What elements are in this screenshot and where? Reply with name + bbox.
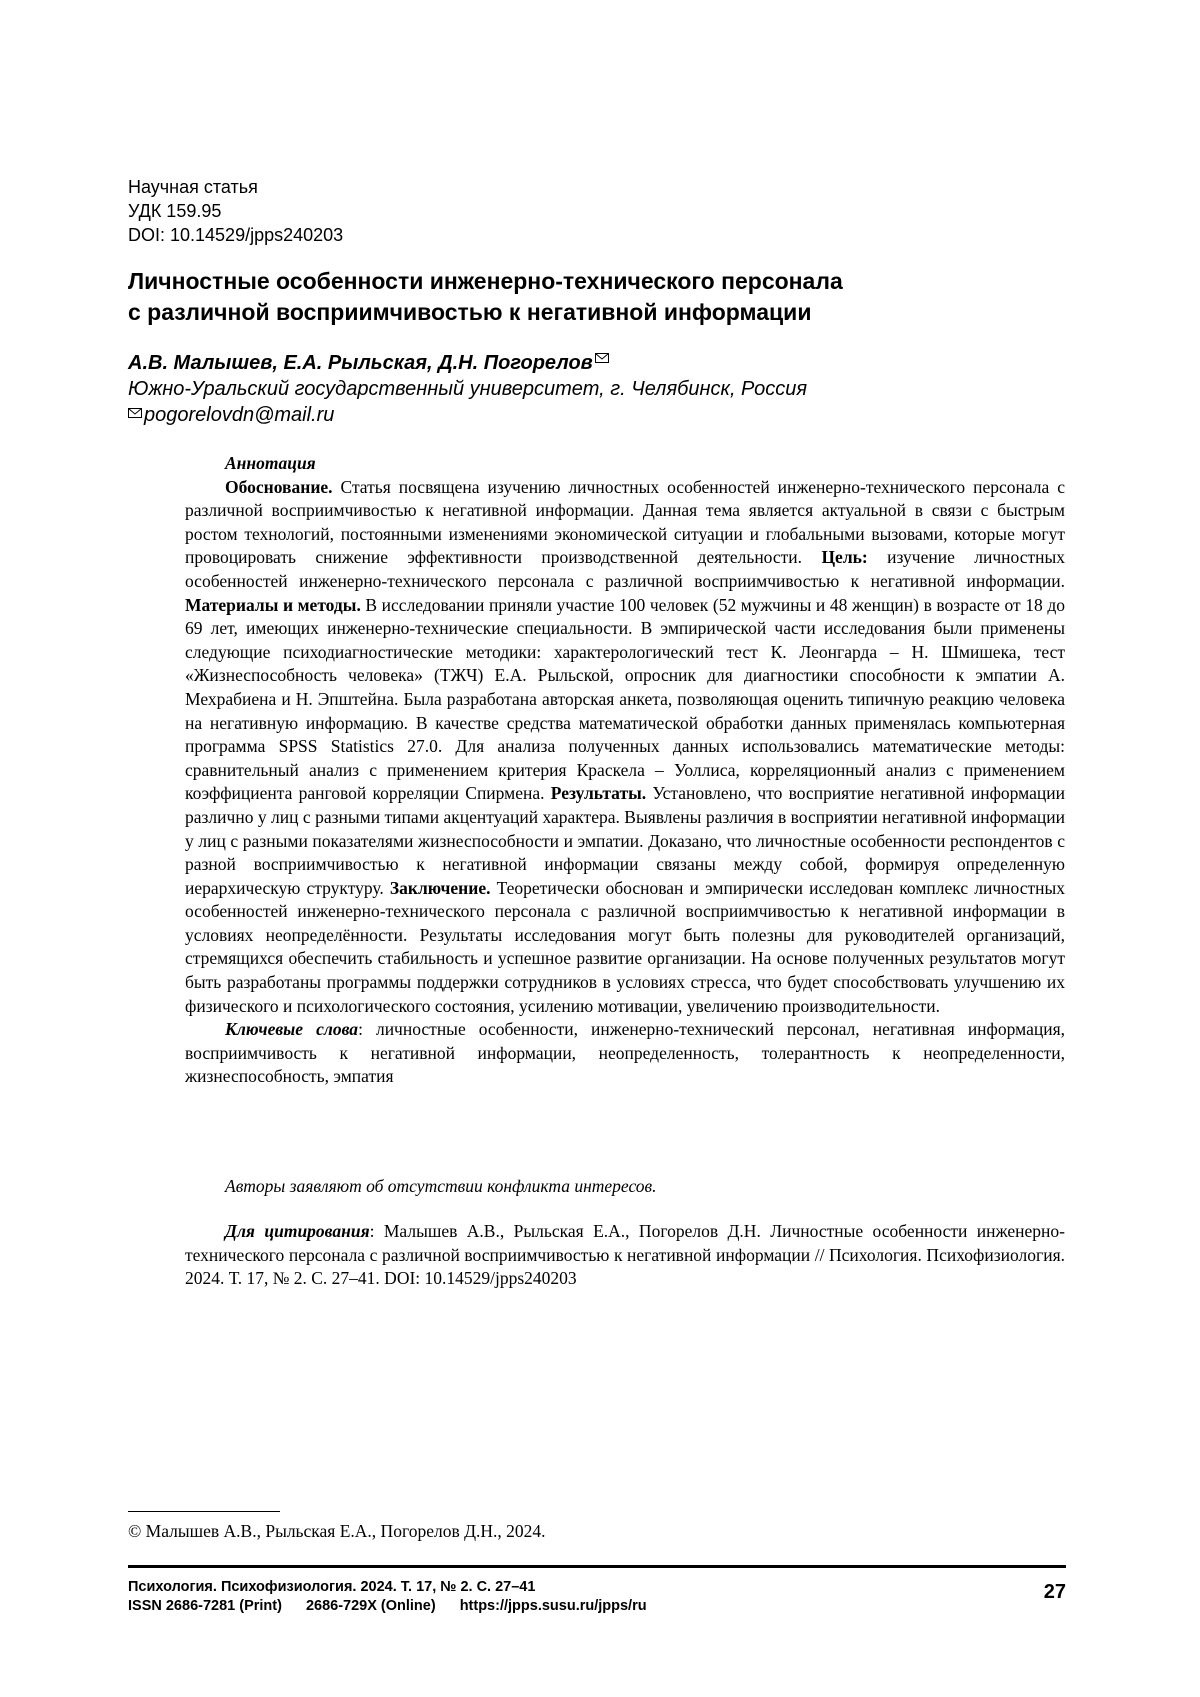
doi: DOI: 10.14529/jpps240203 [128, 225, 344, 245]
background-label: Обоснование. [225, 476, 333, 497]
title-line-1: Личностные особенности инженерно-технического персонала [128, 268, 843, 294]
citation-label: Для цитирования [225, 1221, 370, 1241]
journal-url[interactable]: https://jpps.susu.ru/jpps/ru [459, 1598, 647, 1614]
envelope-icon [595, 353, 609, 363]
aim-text: изучение личностных особенностей инженерно-технического персонала с различной восприимчивостью к негативной информации. [185, 547, 1065, 591]
article-title [128, 266, 1088, 328]
abstract [185, 452, 1065, 1089]
keywords-label: Ключевые слова [225, 1019, 359, 1040]
background-text: Статья посвящена изучению личностных особенностей инженерно-технического персонала с различной восприимчивостью к негативной информации. Данная тема является актуальной в связи с быстрым ростом технологий, постоянными изменениями экономической ситуации и глобальными вызовами, которые могут провоцировать снижение эффективности производственной деятельности. [185, 476, 1065, 568]
methods-label: Материалы и методы. [185, 594, 361, 615]
journal-reference: Психология. Психофизиология. 2024. Т. 17, № 2. С. 27–41 [128, 1579, 536, 1595]
abstract-heading: Аннотация [225, 453, 316, 473]
results-text: Установлено, что восприятие негативной информации различно у лиц с разными типами акцентуаций характера. Выявлены различия в восприятии негативной информации у лиц с разными показателями жизнеспособности и эмпатии. Доказано, что личностные особенности респондентов с разной восприимчивостью к негативной информации связаны между собой, формируя определенную иерархическую структуру. [185, 783, 1065, 898]
envelope-icon [128, 408, 142, 418]
abstract-body [185, 476, 1065, 1019]
issn-print: ISSN 2686-7281 (Print) [128, 1598, 282, 1614]
article-header-meta [128, 175, 343, 247]
author-names: А.В. Малышев, Е.А. Рыльская, Д.Н. Погорелов [128, 352, 593, 374]
page-number: 27 [1043, 1581, 1066, 1603]
conclusion-label: Заключение. [389, 877, 491, 898]
citation-text: : Малышев А.В., Рыльская Е.А., Погорелов Д.Н. Личностные особенности инженерно-технического персонала с различной восприимчивостью к негативной информации // Психология. Психофизиология. 2024. Т. 17, № 2. С. 27–41. DOI: 10.14529/jpps240203 [185, 1221, 1065, 1289]
journal-footer [128, 1578, 671, 1616]
article-type: Научная статья [128, 177, 258, 197]
results-label: Результаты. [550, 783, 647, 804]
issn-online: 2686-729X (Online) [305, 1598, 436, 1614]
title-line-2: с различной восприимчивостью к негативной информации [128, 299, 812, 325]
footer-divider [128, 1565, 1066, 1568]
keywords-text: : личностные особенности, инженерно-технический персонал, негативная информация, восприимчивость к негативной информации, неопределенность, толерантность к неопределенности, жизнеспособность, эмпатия [185, 1019, 1065, 1087]
udc-code: УДК 159.95 [128, 201, 222, 221]
keywords [185, 1018, 1065, 1089]
conflict-of-interest: Авторы заявляют об отсутствии конфликта интересов. [225, 1176, 657, 1196]
copyright-notice: © Малышев А.В., Рыльская Е.А., Погорелов Д.Н., 2024. [128, 1521, 546, 1541]
conclusion-text: Теоретически обоснован и эмпирически исследован комплекс личностных особенностей инженерно-технического персонала с различной восприимчивостью к негативной информации в условиях неопределённости. Результаты исследования могут быть полезны для руководителей организаций, стремящихся обеспечить стабильность и успешное развитие организации. На основе полученных результатов могут быть разработаны программы поддержки сотрудников в условиях стресса, что будет способствовать улучшению их физического и психологического состояния, усилению мотивации, увеличению производительности. [185, 877, 1065, 1016]
affiliation: Южно-Уральский государственный университет, г. Челябинск, Россия [128, 378, 808, 400]
author-email[interactable]: pogorelovdn@mail.ru [144, 404, 335, 426]
methods-text: В исследовании приняли участие 100 человек (52 мужчины и 48 женщин) в возрасте от 18 до 69 лет, имеющих инженерно-технические специальности. В эмпирической части исследования были применены следующие психодиагностические методики: характерологический тест К. Леонгарда – Н. Шмишека, тест «Жизнеспособность человека» (ТЖЧ) Е.А. Рыльской, опросник для диагностики способности к эмпатии А. Мехрабиена и Н. Эпштейна. Была разработана авторская анкета, позволяющая оценить типичную реакцию человека на негативную информацию. В качестве средства математической обработки данных применялась компьютерная программа SPSS Statistics 27.0. Для анализа полученных данных использовались математические методы: сравнительный анализ с применением критерия Краскела – Уоллиса, корреляционный анализ с применением коэффициента ранговой корреляции Спирмена. [185, 594, 1065, 804]
authors-block [128, 350, 807, 428]
citation-block [185, 1220, 1065, 1291]
footnote-divider [128, 1511, 280, 1512]
aim-label: Цель: [821, 547, 868, 568]
